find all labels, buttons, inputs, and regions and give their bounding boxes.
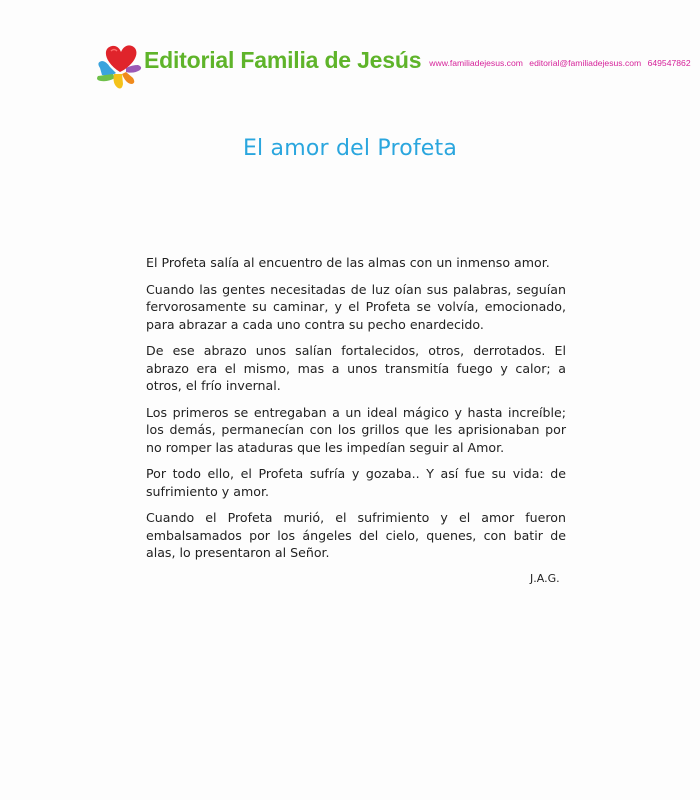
document-title: El amor del Profeta — [242, 136, 458, 161]
phone-number: 649547862 — [647, 58, 691, 68]
brand-name: Editorial Familia de Jesús — [144, 46, 422, 73]
document-body — [146, 254, 566, 571]
contact-info — [429, 58, 694, 68]
paragraph: De ese abrazo unos salían fortalecidos, otros, derrotados. El abrazo era el mismo, mas a unos transmitía fuego y calor; a otros, el frío invernal. — [146, 343, 566, 393]
heart-hands-logo-icon — [94, 38, 148, 90]
website-link[interactable]: www.familiadejesus.com — [429, 58, 523, 68]
paragraph: Cuando el Profeta murió, el sufrimiento y el amor fueron embalsamados por los ángeles del cielo, quenes, con batir de alas, lo presentaron al Señor. — [146, 510, 566, 560]
paragraph: Por todo ello, el Profeta sufría y gozaba.. Y así fue su vida: de sufrimiento y amor. — [146, 466, 566, 499]
email-link[interactable]: editorial@familiadejesus.com — [529, 58, 642, 68]
paragraph: Los primeros se entregaban a un ideal mágico y hasta increíble; los demás, permanecían con los grillos que les aprisionaban por no romper las ataduras que les impedían seguir al Amor. — [146, 404, 566, 455]
paragraph: Cuando las gentes necesitadas de luz oían sus palabras, seguían fervorosamente su caminar, y el Profeta se volvía, emocionado, para abrazar a cada uno contra su pecho enardecido. — [146, 281, 566, 332]
header — [94, 38, 695, 90]
paragraph: El Profeta salía al encuentro de las almas con un inmenso amor. — [146, 255, 550, 270]
signature: J.A.G. — [530, 572, 560, 585]
